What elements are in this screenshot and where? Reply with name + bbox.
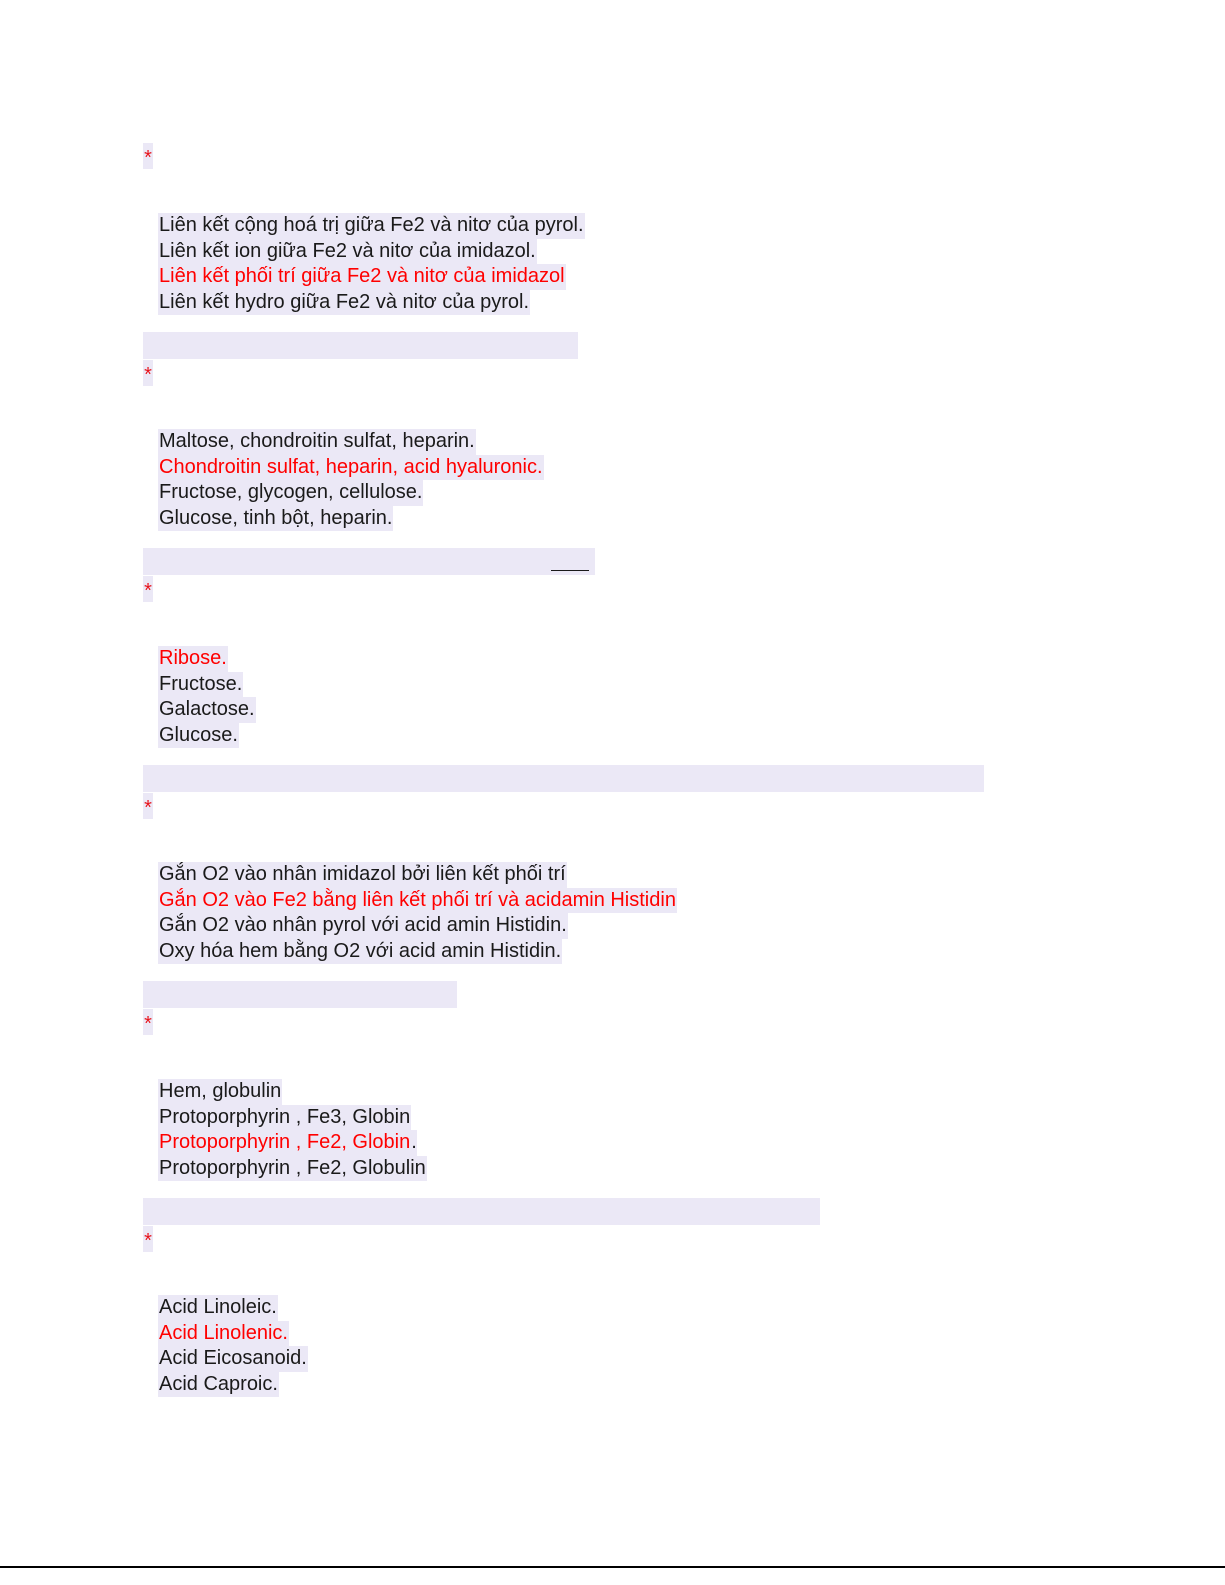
answer-text: Oxy hóa hem bằng O2 với acid amin Histidin. [158,939,562,965]
answer-text: Acid Linolenic. [158,1321,289,1347]
page-bottom-rule [0,1566,1225,1568]
answer-option[interactable] [158,1346,308,1372]
answer-text: Galactose. [158,697,256,723]
answer-options [158,213,585,315]
answer-text: Fructose, glycogen, cellulose. [158,480,423,506]
required-asterisk: * [143,1009,153,1035]
answer-option[interactable] [158,506,544,532]
answer-options [158,646,256,748]
answer-option[interactable] [158,672,256,698]
question-title-bar [143,1198,820,1225]
answer-text: Ribose. [158,646,228,672]
answer-text: Acid Eicosanoid. [158,1346,308,1372]
answer-options [158,429,544,531]
answer-text: Fructose. [158,672,243,698]
answer-text: Liên kết phối trí giữa Fe2 và nitơ của imidazol [158,264,566,290]
answer-text: Glucose. [158,723,239,749]
answer-text: Glucose, tinh bột, heparin. [158,506,393,532]
answer-text: Liên kết hydro giữa Fe2 và nitơ của pyrol. [158,290,530,316]
answer-text: Acid Caproic. [158,1372,279,1398]
question-title-bar [143,548,595,575]
answer-option[interactable] [158,1372,308,1398]
answer-option-correct[interactable] [158,455,544,481]
answer-text: Hem, globulin [158,1079,282,1105]
answer-trailing-period: . [411,1130,417,1156]
question-title-bar [143,332,578,359]
answer-option[interactable] [158,723,256,749]
answer-text: Protoporphyrin , Fe2, Globulin [158,1156,427,1182]
answer-option[interactable] [158,862,677,888]
answer-option-correct[interactable] [158,264,585,290]
answer-text: Liên kết cộng hoá trị giữa Fe2 và nitơ của pyrol. [158,213,585,239]
answer-text: Gắn O2 vào nhân pyrol với acid amin Histidin. [158,913,568,939]
answer-option[interactable] [158,429,544,455]
answer-option[interactable] [158,1105,427,1131]
answer-option[interactable] [158,1079,427,1105]
answer-option-correct[interactable] [158,888,677,914]
answer-text: Liên kết ion giữa Fe2 và nitơ của imidazol. [158,239,537,265]
answer-text: Gắn O2 vào Fe2 bằng liên kết phối trí và acidamin Histidin [158,888,677,914]
answer-option[interactable] [158,939,677,965]
answer-options [158,862,677,964]
answer-text: Protoporphyrin , Fe2, Globin [158,1130,411,1156]
answer-option[interactable] [158,213,585,239]
required-asterisk: * [143,1226,153,1252]
required-asterisk: * [143,143,153,169]
answer-options [158,1079,427,1181]
answer-option[interactable] [158,913,677,939]
answer-option[interactable] [158,480,544,506]
answer-option[interactable] [158,1295,308,1321]
answer-text: Chondroitin sulfat, heparin, acid hyaluronic. [158,455,544,481]
answer-option-correct[interactable] [158,1321,308,1347]
answer-option[interactable] [158,290,585,316]
question-title-bar [143,765,984,792]
answer-option-correct[interactable] [158,646,256,672]
question-title-bar [143,981,457,1008]
answer-option-correct[interactable] [158,1130,427,1156]
answer-text: Maltose, chondroitin sulfat, heparin. [158,429,476,455]
required-asterisk: * [143,793,153,819]
answer-text: Gắn O2 vào nhân imidazol bởi liên kết phối trí [158,862,567,888]
answer-text: Acid Linoleic. [158,1295,278,1321]
answer-option[interactable] [158,1156,427,1182]
answer-option[interactable] [158,697,256,723]
blank-underline [551,570,589,571]
required-asterisk: * [143,360,153,386]
answer-option[interactable] [158,239,585,265]
answer-text: Protoporphyrin , Fe3, Globin [158,1105,411,1131]
answer-options [158,1295,308,1397]
required-asterisk: * [143,576,153,602]
